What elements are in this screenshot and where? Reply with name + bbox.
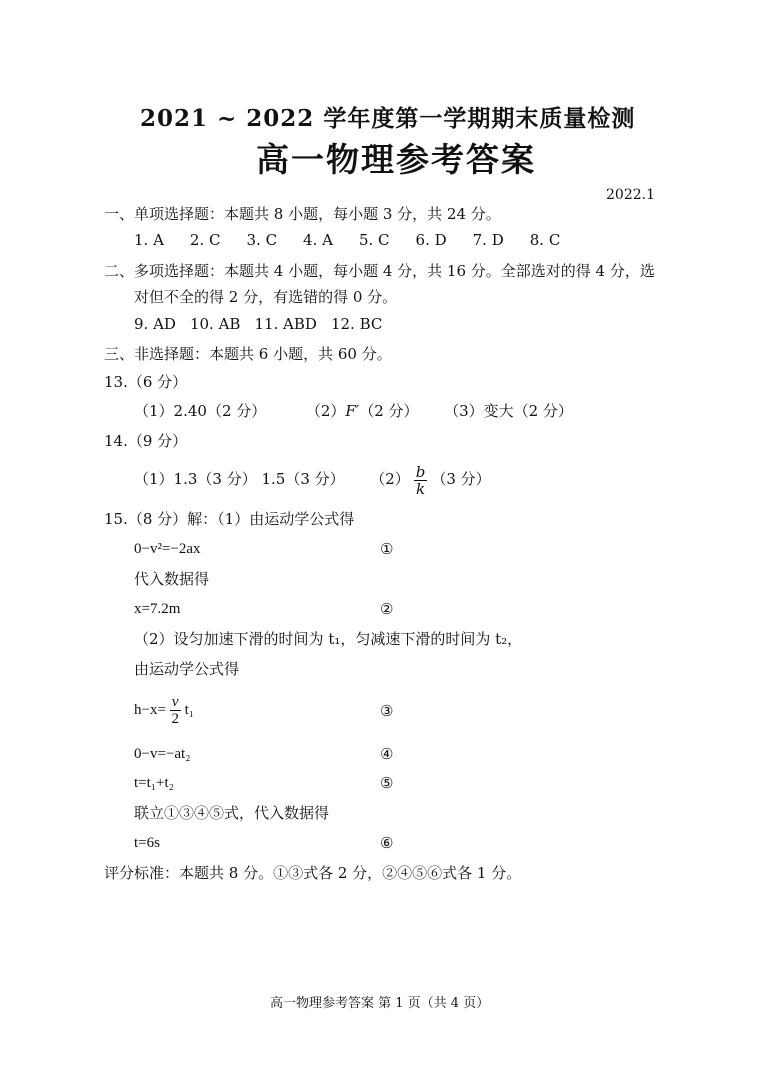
q15-text1: 代入数据得 xyxy=(134,570,210,588)
q13-part1: （1）2.40（2 分） xyxy=(134,402,267,420)
exam-title: 2021 ~ 2022 学年度第一学期期末质量检测 xyxy=(140,105,636,132)
q15-eq3-fraction xyxy=(170,694,181,727)
q14-frac-num: b xyxy=(415,462,426,481)
answer-12: 12. BC xyxy=(330,315,383,333)
answer-11: 11. ABD xyxy=(254,315,317,333)
q15-eq4: 0−v=−at₂ xyxy=(134,746,191,762)
q15-text2: （2）设匀加速下滑的时间为 t₁，匀减速下滑的时间为 t₂， xyxy=(134,630,523,648)
date-label: 2022.1 xyxy=(606,187,655,203)
q15-eq3-num: v xyxy=(171,694,179,711)
q14-label: 14.（9 分） xyxy=(104,432,188,450)
answer-7: 7. D xyxy=(472,231,504,249)
section3-heading: 三、非选择题：本题共 6 小题，共 60 分。 xyxy=(104,345,392,363)
q15-mark2: ② xyxy=(380,600,394,618)
section1-heading: 一、单项选择题：本题共 8 小题，每小题 3 分，共 24 分。 xyxy=(104,205,501,223)
q15-scoring: 评分标准：本题共 8 分。①③式各 2 分，②④⑤⑥式各 1 分。 xyxy=(104,864,522,882)
q15-mark6: ⑥ xyxy=(380,834,394,852)
q15-text4: 联立①③④⑤式，代入数据得 xyxy=(134,804,330,822)
q15-eq3-den: 2 xyxy=(171,711,179,728)
q15-text3: 由运动学公式得 xyxy=(134,660,240,678)
q14-part2-post: （3 分） xyxy=(431,470,491,488)
q15-eq2: x=7.2m xyxy=(134,601,181,617)
answer-6: 6. D xyxy=(415,231,447,249)
answer-10: 10. AB xyxy=(189,315,241,333)
page-footer: 高一物理参考答案 第 1 页（共 4 页） xyxy=(270,996,490,1011)
q15-eq3-post: t₁ xyxy=(184,702,194,718)
q14-answers xyxy=(134,462,491,497)
q13-part2-post: （2 分） xyxy=(359,402,419,420)
q15-mark4: ④ xyxy=(380,745,394,763)
answer-4: 4. A xyxy=(303,231,333,249)
q15-mark5: ⑤ xyxy=(380,774,394,792)
q15-eq5: t=t₁+t₂ xyxy=(134,775,174,791)
q15-mark3: ③ xyxy=(380,702,394,720)
page-title: 高一物理参考答案 xyxy=(256,140,536,179)
q13-answers xyxy=(134,402,573,420)
q15-label: 15.（8 分）解：（1）由运动学公式得 xyxy=(104,510,355,528)
q15-eq3-pre: h−x= xyxy=(134,702,166,718)
section2-heading: 二、多项选择题：本题共 4 小题，每小题 4 分，共 16 分。全部选对的得 4 分，选 xyxy=(104,262,655,280)
answer-9: 9. AD xyxy=(134,315,176,333)
answer-8: 8. C xyxy=(529,231,561,249)
q15-eq6: t=6s xyxy=(134,835,160,851)
section1-answers xyxy=(134,231,586,249)
q14-part2-pre: （2） xyxy=(370,470,410,488)
q15-mark1: ① xyxy=(380,540,394,558)
answer-2: 2. C xyxy=(189,231,221,249)
q15-eq1: 0−v²=−2ax xyxy=(134,541,201,557)
q13-label: 13.（6 分） xyxy=(104,373,188,391)
answer-3: 3. C xyxy=(246,231,278,249)
section2-answers xyxy=(134,315,396,333)
section2-heading-cont: 对但不全的得 2 分，有选错的得 0 分。 xyxy=(134,288,398,306)
q13-part2-var: F′ xyxy=(345,402,360,420)
q14-part1: （1）1.3（3 分） 1.5（3 分） xyxy=(134,470,345,488)
q14-fraction xyxy=(414,464,428,497)
q15-eq3 xyxy=(134,693,194,727)
q14-frac-den: k xyxy=(416,479,426,498)
q13-part3: （3）变大（2 分） xyxy=(444,402,573,420)
q13-part2-pre: （2） xyxy=(305,402,346,420)
answer-1: 1. A xyxy=(134,231,164,249)
answer-5: 5. C xyxy=(358,231,390,249)
